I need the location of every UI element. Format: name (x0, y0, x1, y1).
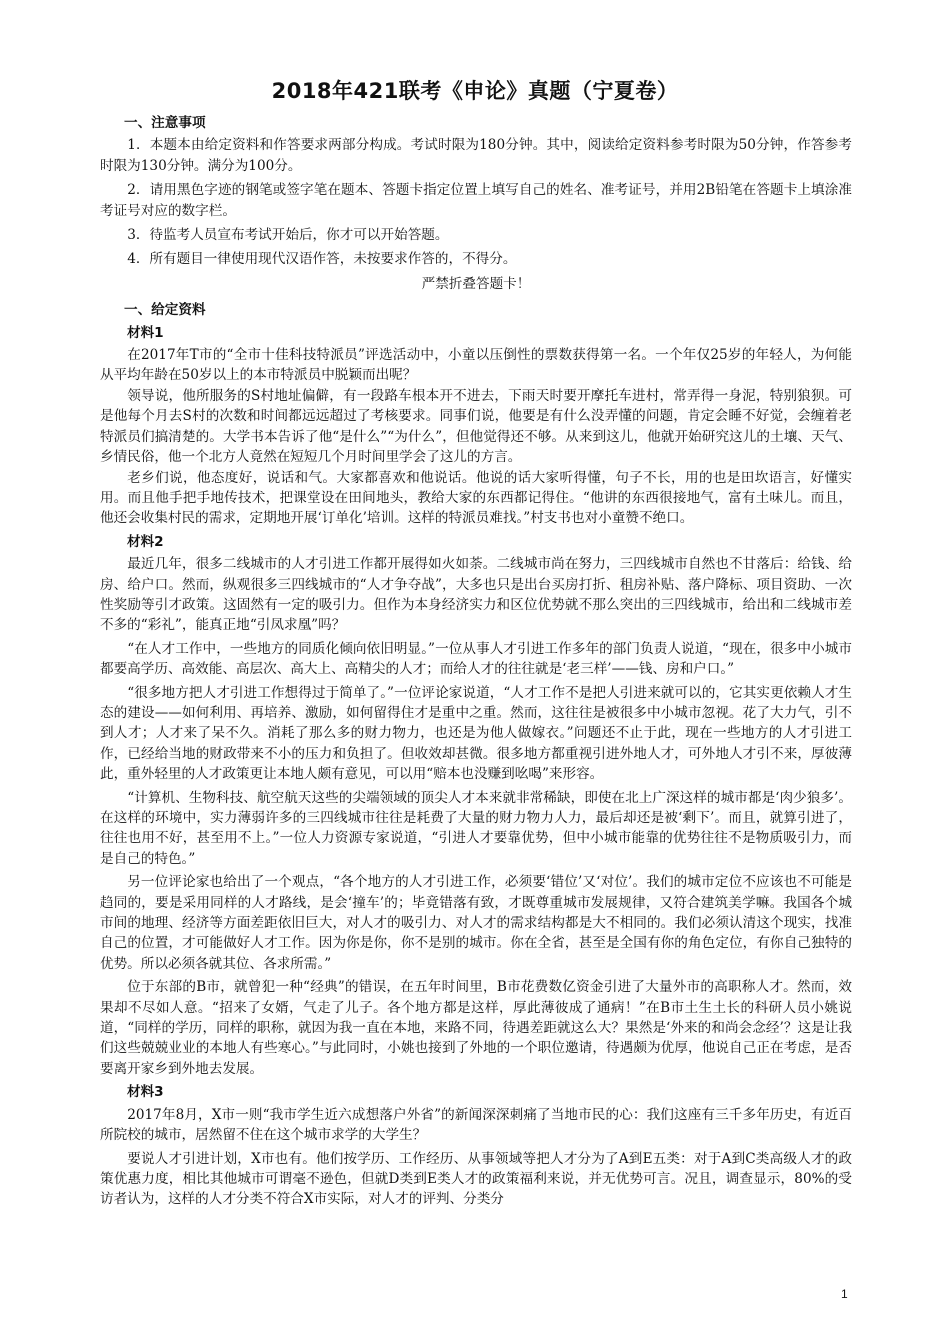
material-1-label: 材料1 (127, 324, 164, 341)
materials-heading: 一、给定资料 (124, 302, 206, 319)
notice-item: 4．所有题目一律使用现代汉语作答，未按要求作答的，不得分。 (127, 251, 517, 268)
notice-item: 3．待监考人员宣布考试开始后，你才可以开始答题。 (127, 227, 449, 244)
material-3-label: 材料3 (127, 1084, 164, 1101)
notice-item: 1．本题本由给定资料和作答要求两部分构成。考试时限为180分钟。其中，阅读给定资料参考时限为50分钟，作答参考时限为130分钟。满分为100分。 (100, 137, 852, 174)
page-number: 1 (841, 1287, 848, 1301)
material-2-paragraph: 最近几年，很多二线城市的人才引进工作都开展得如火如荼。二线城市尚在努力，三四线城市自然也不甘落后：给钱、给房、给户口。然而，纵观很多三四线城市的“人才争夺战”，大多也只是出台买房打折、租房补贴、落户降标、项目资助、一次性奖励等引才政策。这固然有一定的吸引力。但作为本身经济实力和区位优势就不那么突出的三四线城市，给出和二线城市差不多的“彩礼”，能真正地“引凤求凰”吗？ (100, 556, 852, 634)
material-2-paragraph: “计算机、生物科技、航空航天这些的尖端领域的顶尖人才本来就非常稀缺，即使在北上广深这样的城市都是‘肉少狼多’。在这样的环境中，实力薄弱许多的三四线城市往往是耗费了大量的财力物力人力，最后却还是被‘剩下’。而且，就算引进了，往往也用不好，甚至用不上。”一位人力资源专家说道，“引进人才要靠优势，但中小城市能靠的优势往往不是物质吸引力，而是自己的特色。” (100, 789, 852, 867)
notice-heading: 一、注意事项 (124, 115, 206, 131)
material-2-paragraph: “很多地方把人才引进工作想得过于简单了。”一位评论家说道，“人才工作不是把人引进来就可以的，它其实更依赖人才生态的建设——如何利用、再培养、激励，如何留得住才是重中之重。然而，这往往是被很多中小城市忽视。花了大力气，引不到人才；人才来了呆不久。消耗了那么多的财力物力，也还是为他人做嫁衣。”问题还不止于此，现在一些地方的人才引进工作，已经给当地的财政带来不小的压力和负担了。但收效却甚微。很多地方都重视引进外地人才，可外地人才引不来，厚彼薄此，重外轻里的人才政策更让本地人颇有意见，可以用“赔本也没赚到吆喝”来形容。 (100, 684, 852, 783)
page-title: 2018年421联考《申论》真题（宁夏卷） (271, 79, 679, 103)
material-1-paragraph: 老乡们说，他态度好，说话和气。大家都喜欢和他说话。他说的话大家听得懂，句子不长，用的也是田坎语言，好懂实用。而且他手把手地传技术，把课堂设在田间地头，教给大家的东西都记得住。“他讲的东西很接地气，富有土味儿。而且，他还会收集村民的需求，定期地开展‘订单化’培训。这样的特派员难找。”村支书也对小童赞不绝口。 (100, 469, 852, 527)
notice-warning: 严禁折叠答题卡！ (421, 275, 531, 292)
document-body (100, 111, 852, 1210)
material-2-paragraph: 另一位评论家也给出了一个观点，“各个地方的人才引进工作，必须要‘错位’又‘对位’。我们的城市定位不应该也不可能是趋同的，要是采用同样的人才路线，是会‘撞车’的；毕竟错落有致，才既尊重城市发展规律，又符合建筑美学嘛。我国各个城市间的地理、经济等方面差距依旧巨大，对人才的吸引力、对人才的需求结构都是大不相同的。我们必须认清这个现实，找准自己的位置，才可能做好人才工作。因为你是你，你不是别的城市。你在全省，甚至是全国有你的角色定位，有你自己独特的优势。所以必须各就其位、各求所需。” (100, 874, 852, 972)
material-1-paragraph: 领导说，他所服务的S村地址偏僻，有一段路车根本开不进去，下雨天时要开摩托车进村，常弄得一身泥，特别狼狈。可是他每个月去S村的次数和时间都远远超过了考核要求。同事们说，他要是有什么没弄懂的问题，肯定会睡不好觉，会缠着老特派员们搞清楚的。大学书本告诉了他“是什么”“为什么”，但他觉得还不够。从来到这儿，他就开始研究这儿的土壤、天气、乡情民俗，他一个北方人竟然在短短几个月时间里学会了这儿的方言。 (100, 387, 852, 466)
material-3-paragraph: 要说人才引进计划，X市也有。他们按学历、工作经历、从事领域等把人才分为了A到E五类：对于A到C类高级人才的政策优惠力度，相比其他城市可谓毫不逊色，但就D类到E类人才的政策福利来说，并无优势可言。况且，调查显示，80%的受访者认为，这样的人才分类不符合X市实际，对人才的评判、分类分 (100, 1150, 852, 1208)
material-3-paragraph: 2017年8月，X市一则“我市学生近六成想落户外省”的新闻深深刺痛了当地市民的心：我们这座有三千多年历史，有近百所院校的城市，居然留不住在这个城市求学的大学生？ (100, 1106, 852, 1144)
material-2-paragraph: 位于东部的B市，就曾犯一种“经典”的错误，在五年时间里，B市花费数亿资金引进了大量外市的高职称人才。然而，效果却不尽如人意。“招来了女婿，气走了儿子。各个地方都是这样，厚此薄彼成了通病！”在B市土生土长的科研人员小姚说道，“同样的学历，同样的职称，就因为我一直在本地，来路不同，待遇差距就这么大？果然是‘外来的和尚会念经’？这是让我们这些兢兢业业的本地人有些寒心。”与此同时，小姚也接到了外地的一个职位邀请，待遇颇为优厚，他说自己正在考虑，是否要离开家乡到外地去发展。 (100, 979, 852, 1077)
notice-item: 2．请用黑色字迹的钢笔或签字笔在题本、答题卡指定位置上填写自己的姓名、准考证号，并用2B铅笔在答题卡上填涂准考证号对应的数字栏。 (100, 182, 852, 219)
material-1-paragraph: 在2017年T市的“全市十佳科技特派员”评选活动中，小童以压倒性的票数获得第一名。一个年仅25岁的年轻人，为何能从平均年龄在50岁以上的本市特派员中脱颖而出呢？ (100, 347, 852, 384)
material-2-paragraph: “在人才工作中，一些地方的同质化倾向依旧明显。”一位从事人才引进工作多年的部门负责人说道，“现在，很多中小城市都要高学历、高效能、高层次、高大上、高精尖的人才；而给人才的往往就是‘老三样’——钱、房和户口。” (100, 640, 852, 678)
material-2-label: 材料2 (127, 533, 164, 550)
